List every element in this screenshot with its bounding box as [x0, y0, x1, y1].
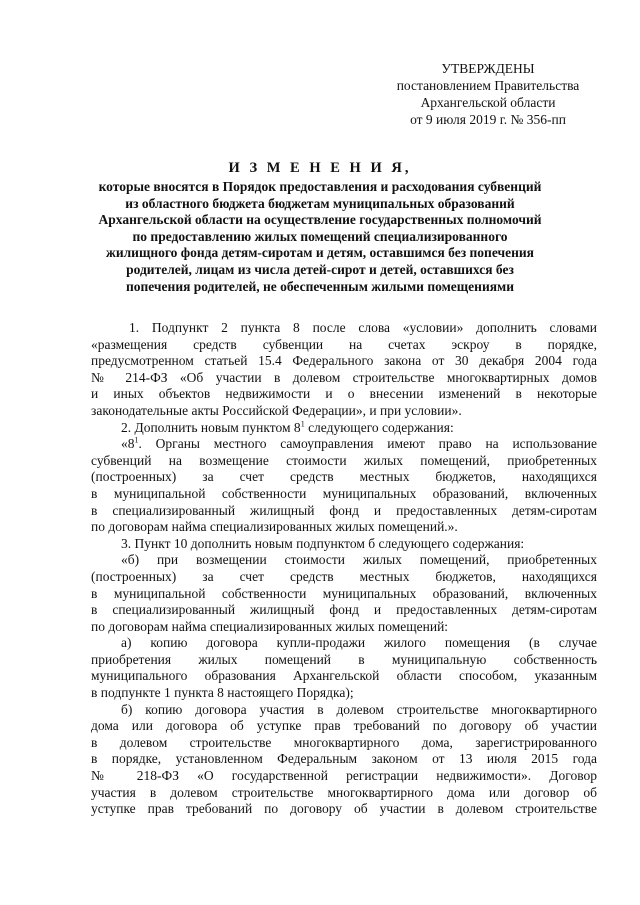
- body-line: (построенных) за счет средств местных бюджетов, находящихся: [91, 469, 597, 485]
- body-line: 3. Пункт 10 дополнить новым подпунктом б следующего содержания:: [121, 535, 525, 551]
- body-line: в специализированный жилищный фонд и предоставленных детям-сиротам: [91, 502, 597, 518]
- body-line: № 218-ФЗ «О государственной регистрации недвижимости». Договор: [91, 768, 597, 784]
- subtitle-line: попечения родителей, не обеспеченным жилыми помещениями: [125, 278, 515, 294]
- superscript-mark: 1: [134, 436, 139, 445]
- document-title: И З М Е Н Е Н И Я,: [228, 160, 412, 176]
- subtitle-line: жилищного фонда детям-сиротам и детям, оставшимся без попечения: [106, 245, 534, 261]
- body-line: в муниципальной собственности муниципальных образований, включенных: [91, 485, 597, 501]
- body-line-text: . Органы местного самоуправления имеют право на использование: [138, 436, 597, 452]
- body-line: в долевом строительстве многоквартирного дома, зарегистрированного: [91, 734, 597, 750]
- body-line: «б) при возмещении стоимости жилых помещений, приобретенных: [121, 552, 597, 568]
- body-line: предусмотренном статьей 15.4 Федерального закона от 30 декабря 2004 года: [91, 353, 597, 369]
- body-line: законодательные акты Российской Федерации», и при условии».: [91, 402, 462, 418]
- body-line: б) копию договора участия в долевом строительстве многоквартирного: [121, 701, 597, 717]
- approval-date: от 9 июля 2019 г. № 356-пп: [410, 112, 566, 127]
- body-line: муниципального образования Архангельской области способом, указанным: [91, 668, 597, 684]
- document-body: [91, 320, 597, 818]
- subtitle-line: из областного бюджета бюджетам муниципальных образований: [125, 195, 515, 211]
- approval-title: УТВЕРЖДЕНЫ: [441, 61, 535, 76]
- superscript-mark: 1: [300, 419, 305, 429]
- body-line-text: следующего содержания:: [304, 419, 454, 435]
- subtitle-line: по предоставлению жилых помещений специализированного: [132, 228, 508, 244]
- body-line-text: «8: [121, 436, 135, 452]
- approval-decree: постановлением Правительства: [396, 78, 580, 93]
- subtitle-line: Архангельской области на осуществление государственных полномочий: [98, 212, 542, 228]
- subtitle-line: которые вносятся в Порядок предоставления и расходования субвенций: [98, 179, 542, 194]
- approval-block: [370, 60, 606, 128]
- body-line-new-point: [91, 436, 597, 453]
- body-line: (построенных) за счет средств местных бюджетов, находящихся: [91, 568, 597, 584]
- body-line: по договорам найма специализированных жилых помещений:: [91, 618, 449, 634]
- body-line: участия в долевом строительстве многоквартирного дома или договор об: [91, 784, 597, 800]
- body-line: и иных объектов недвижимости и о внесении изменений в некоторые: [91, 386, 597, 402]
- body-line: приобретения жилых помещений в муниципальную собственность: [91, 651, 597, 667]
- body-line: в порядке, установленном Федеральным законом от 13 июля 2015 года: [91, 751, 597, 767]
- body-line: № 214-ФЗ «Об участии в долевом строительстве многоквартирных домов: [91, 369, 597, 385]
- document-heading: [70, 160, 570, 295]
- body-line: субвенций на возмещение стоимости жилых помещений, приобретенных: [91, 452, 597, 468]
- body-line: дома или договора об уступке прав требований по договору об участии: [91, 718, 597, 734]
- subtitle-line: родителей, лицам из числа детей-сирот и детей, оставшихся без: [126, 261, 514, 277]
- body-line: в подпункте 1 пункта 8 настоящего Порядка);: [91, 685, 354, 701]
- body-line-item-2: [91, 420, 597, 437]
- approval-region: Архангельской области: [420, 95, 556, 110]
- body-line-text: 2. Дополнить новым пунктом 8: [121, 419, 301, 435]
- body-line: в специализированный жилищный фонд и предоставленных детям-сиротам: [91, 602, 597, 618]
- document-subtitle: [70, 179, 570, 295]
- body-line: «размещения средств субвенции на счетах эскроу в порядке,: [91, 336, 597, 352]
- body-line: в муниципальной собственности муниципальных образований, включенных: [91, 585, 597, 601]
- body-line: по договорам найма специализированных жилых помещений.».: [91, 519, 458, 535]
- body-line: 1. Подпункт 2 пункта 8 после слова «условии» дополнить словами: [129, 320, 597, 335]
- body-line: уступке прав требований по договору об участии в долевом строительстве: [91, 801, 597, 817]
- body-line: а) копию договора купли-продажи жилого помещения (в случае: [121, 635, 597, 651]
